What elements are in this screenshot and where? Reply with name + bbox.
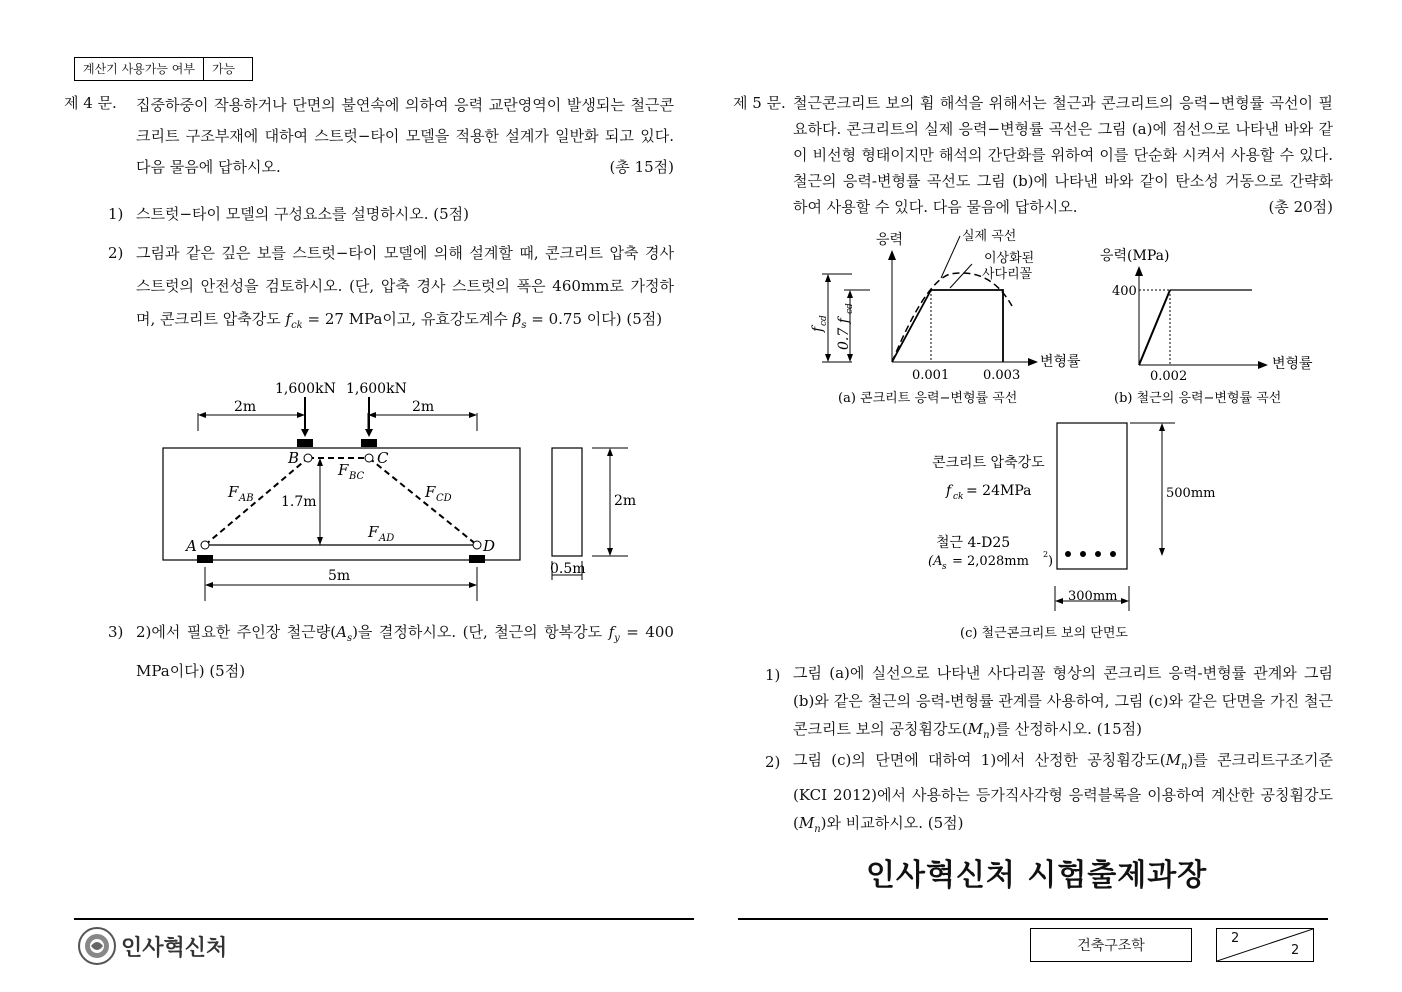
fig-a-x2: 0.003 (983, 368, 1021, 383)
fig-c-fck: f (946, 483, 952, 499)
q4-s2-text (136, 237, 674, 342)
fig-c-height: 500mm (1166, 486, 1216, 501)
q4-s3-c: = 400 MPa이다) (5점) (136, 623, 674, 680)
q4-as-sub: s (346, 633, 353, 644)
fig-c-as-b: = 2,028mm (952, 554, 1029, 569)
sec-width: 0.5m (550, 561, 586, 577)
fig-b-steel-stress-strain (1092, 222, 1332, 412)
node-d: D (483, 537, 496, 555)
load-label-1: 1,600kN (275, 381, 336, 397)
q5-points: (총 20점) (1268, 198, 1333, 216)
fig-c-as-a: (A (928, 554, 943, 569)
fig-c-as-sup: 2 (1043, 550, 1049, 559)
force-cd-sub: CD (436, 493, 452, 504)
fig-a-fcd: f (810, 326, 826, 332)
q4-intro (136, 90, 674, 183)
sec-height: 2m (614, 493, 637, 509)
dim-left: 2m (234, 399, 257, 415)
fig-c-conc-label: 콘크리트 압축강도 (932, 455, 1045, 471)
fig-a-ideal-1: 이상화된 (984, 251, 1035, 266)
calculator-label: 계산기 사용가능 여부 (83, 62, 195, 76)
fig-b-caption: (b) 철근의 응력−변형률 곡선 (1114, 391, 1282, 406)
fig-b-x-label: 변형률 (1272, 356, 1313, 372)
fig-c-caption: (c) 철근콘크리트 보의 단면도 (960, 626, 1128, 641)
fig-c-as-c: ) (1048, 554, 1054, 569)
q5-s1-mn: M (967, 720, 984, 738)
footer-page-box (1216, 928, 1314, 962)
fig-a-concrete-stress-strain (800, 222, 1090, 412)
footer-logo-text: 인사혁신처 (121, 935, 228, 961)
q5-s2-mn-sub: n (1180, 761, 1188, 772)
q4-beta: β (512, 310, 522, 328)
q4-s2-a: 그림과 같은 깊은 보를 스트럿−타이 모델에 의해 설계할 때, 콘크리트 압축 경사 스트럿의 안전성을 검토하시오. (단, 압축 경사 스트럿의 폭은 460mm로 가정하며, 콘크리트 압축강도 (136, 244, 674, 328)
fig-b-y1: 400 (1112, 284, 1137, 299)
q4-fy: f (608, 623, 615, 641)
force-bc-sub: BC (349, 471, 365, 482)
q4-s3-number: 3) (108, 623, 124, 641)
footer-subject: 건축구조학 (1077, 938, 1145, 954)
fig-b-x1: 0.002 (1150, 369, 1188, 384)
q5-s1-text (793, 659, 1333, 750)
q5-s2-mn2-sub: n (814, 824, 821, 835)
calculator-usage-box (74, 57, 253, 81)
q4-fck-val: = 27 MPa이고, 유효강도계수 (307, 310, 508, 328)
q5-s1-end: )를 산정하시오. (15점) (989, 720, 1142, 738)
fig-a-y-label: 응력 (876, 232, 904, 248)
q5-s2-mn: M (1165, 751, 1181, 769)
q4-strut-tie-figure (150, 375, 650, 605)
office-title: 인사혁신처 시험출제과장 (866, 858, 1208, 893)
q4-s1-text: 스트럿−타이 모델의 구성요소를 설명하시오. (5점) (136, 205, 469, 223)
q4-s3-text (136, 616, 674, 687)
q4-s3-a: 2)에서 필요한 주인장 철근량( (136, 623, 337, 641)
fig-c-width: 300mm (1068, 589, 1118, 604)
q4-s2-number: 2) (108, 244, 124, 262)
force-ad: F (368, 523, 379, 541)
q5-s1-a: 그림 (a)에 실선으로 나타낸 사다리꼴 형상의 콘크리트 응력-변형률 관계와 그림 (b)와 같은 철근의 응력-변형률 관계를 사용하여, 그림 (c)와 같은 단면을 가진 철근콘크리트 보의 공칭휨강도( (793, 664, 1333, 738)
q4-s2-b: 이다) (5점) (586, 310, 663, 328)
node-c: C (377, 449, 389, 467)
q5-intro (793, 90, 1333, 220)
q4-beta-val: = 0.75 (531, 310, 583, 328)
q4-fck: f (285, 310, 292, 328)
fig-a-caption: (a) 콘크리트 응력−변형률 곡선 (838, 391, 1018, 406)
dim-span: 5m (328, 568, 351, 584)
q5-s1-number: 1) (765, 666, 781, 684)
q5-intro-text: 철근콘크리트 보의 휨 해석을 위해서는 철근과 콘크리트의 응력−변형률 곡선이 필요하다. 콘크리트의 실제 응력−변형률 곡선은 그림 (a)에 점선으로 나타낸 바와 같이 비선형 형태이지만 해석의 간단화를 위하여 이를 단순화 시켜서 사용할 수 있다. 철근의 응력-변형률 곡선도 그림 (b)에 나타낸 바와 같이 탄소성 거동으로 간략화 하여 사용할 수 있다. 다음 물음에 답하시오. (793, 94, 1333, 216)
q4-beta-sub: s (521, 320, 527, 331)
q4-points: (총 15점) (609, 158, 674, 176)
q5-s2-number: 2) (765, 753, 781, 771)
load-label-2: 1,600kN (346, 381, 407, 397)
fig-c-fck-val: = 24MPa (966, 483, 1032, 499)
fig-a-x1: 0.001 (912, 368, 950, 383)
q5-s2-a: 그림 (c)의 단면에 대하여 1)에서 산정한 공칭휨강도( (793, 751, 1166, 769)
footer-subject-box (1030, 928, 1192, 962)
node-a: A (186, 537, 197, 555)
force-cd: F (425, 483, 436, 501)
q4-intro-text: 집중하중이 작용하거나 단면의 불연속에 의하여 응력 교란영역이 발생되는 철근콘크리트 구조부재에 대하여 스트럿−타이 모델을 적용한 설계가 일반화 되고 있다. 다음 물음에 답하시오. (136, 96, 674, 176)
q4-as: A (336, 623, 347, 641)
q4-s1-number: 1) (108, 205, 124, 223)
q5-number: 제 5 문. (733, 94, 786, 112)
fig-c-steel: 철근 4-D25 (936, 535, 1011, 551)
fig-a-ideal-2: 사다리꼴 (982, 267, 1033, 282)
force-ab: F (228, 483, 239, 501)
q4-s3-b: )을 결정하시오. (단, 철근의 항복강도 (352, 623, 603, 641)
fig-c-rc-section (920, 415, 1240, 647)
calculator-value: 가능 (203, 58, 252, 80)
q4-fck-sub: ck (291, 320, 303, 331)
footer-logo (77, 926, 227, 966)
force-ab-sub: AB (239, 493, 254, 504)
fig-a-actual: 실제 곡선 (962, 229, 1017, 244)
fig-c-as-sub: s (942, 562, 947, 572)
footer-page: 2 (1231, 931, 1240, 946)
footer-rule-right (738, 918, 1328, 920)
footer-rule-left (74, 918, 694, 920)
q5-s2-mn2: M (798, 814, 815, 832)
fig-a-fcd-sub: cd (819, 315, 829, 326)
fig-b-y-label: 응력(MPa) (1100, 248, 1170, 264)
dim-height: 1.7m (281, 494, 317, 510)
q5-s1-mn-sub: n (983, 730, 990, 741)
dim-right: 2m (412, 399, 435, 415)
force-ad-sub: AD (379, 533, 395, 544)
fig-c-fck-sub: ck (953, 492, 964, 502)
q5-s2-c: )와 비교하시오. (5점) (820, 814, 964, 832)
q5-s2-text (793, 746, 1333, 844)
q5-s2-b: )를 콘크리트구조기준 (KCI 2012)에서 사용하는 등가직사각형 응력블록을 이용하여 계산한 공칭휨강도( (793, 751, 1334, 832)
emblem-icon (77, 926, 117, 966)
footer-total: 2 (1291, 943, 1300, 958)
fig-a-f07-sub: cd (845, 303, 855, 314)
fig-a-f07: 0.7 f (836, 318, 852, 350)
force-bc: F (338, 461, 349, 479)
node-b: B (288, 449, 300, 467)
q4-fy-sub: y (614, 633, 620, 644)
fig-a-x-label: 변형률 (1040, 354, 1081, 370)
q4-number: 제 4 문. (64, 94, 117, 112)
